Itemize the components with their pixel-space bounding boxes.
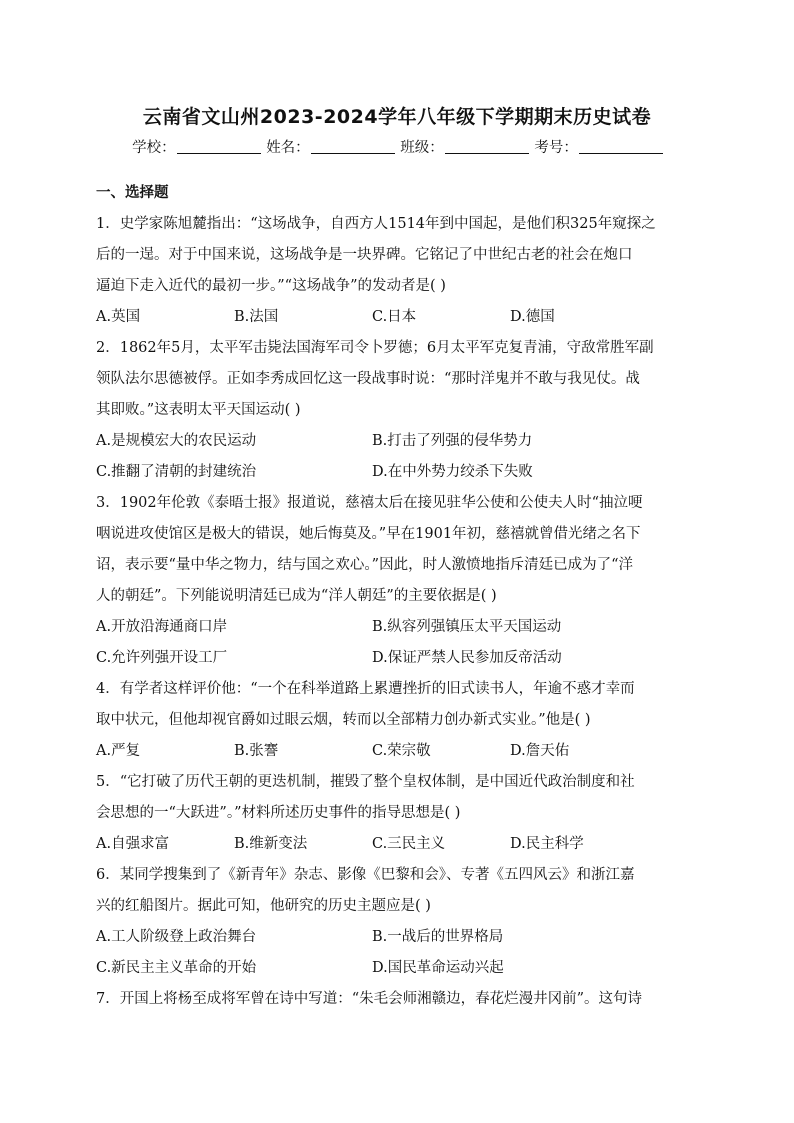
option-c: C.允许列强开设工厂 xyxy=(96,650,228,666)
exam-content xyxy=(96,178,700,1015)
question-6-options-row-1 xyxy=(96,922,700,953)
question-2 xyxy=(96,333,700,426)
question-line: 6．某同学搜集到了《新青年》杂志、影像《巴黎和会》、专著《五四风云》和浙江嘉 xyxy=(96,867,635,883)
question-line: 领队法尔思德被俘。正如李秀成回忆这一段战事时说：“那时洋鬼并不敢与我见仗。战 xyxy=(96,371,640,387)
name-label: 姓名： xyxy=(266,140,310,156)
school-label: 学校： xyxy=(132,140,176,156)
question-3-options-row-2 xyxy=(96,643,700,674)
school-blank xyxy=(177,139,261,154)
question-3-options-row-1 xyxy=(96,612,700,643)
question-1-options xyxy=(96,302,700,333)
option-c: C.荣宗敬 xyxy=(372,743,431,759)
option-d: D.保证严禁人民参加反帝活动 xyxy=(372,650,562,666)
option-b: B.纵容列强镇压太平天国运动 xyxy=(372,619,562,635)
question-line: 1．史学家陈旭麓指出：“这场战争，自西方人1514年到中国起，是他们积325年窥探之 xyxy=(96,216,656,232)
option-d: D.民主科学 xyxy=(510,836,584,852)
question-line: 7．开国上将杨至成将军曾在诗中写道：“朱毛会师湘赣边，春花烂漫井冈前”。这句诗 xyxy=(96,991,643,1007)
option-c: C.推翻了清朝的封建统治 xyxy=(96,464,257,480)
option-a: A.开放沿海通商口岸 xyxy=(96,619,228,635)
exam-title: 云南省文山州2023-2024学年八年级下学期期末历史试卷 xyxy=(142,106,652,128)
option-b: B.张謇 xyxy=(234,743,279,759)
question-2-options-row-1 xyxy=(96,426,700,457)
question-line: 5．“它打破了历代王朝的更迭机制，摧毁了整个皇权体制，是中国近代政治制度和社 xyxy=(96,774,635,790)
question-line: 咽说进攻使馆区是极大的错误，她后悔莫及。”早在1901年初，慈禧就曾借光绪之名下 xyxy=(96,526,641,542)
question-2-options-row-2 xyxy=(96,457,700,488)
student-info-line xyxy=(0,136,794,157)
question-4 xyxy=(96,674,700,736)
question-line: 取中状元，但他却视官爵如过眼云烟，转而以全部精力创办新式实业。”他是( ) xyxy=(96,712,591,728)
option-d: D.在中外势力绞杀下失败 xyxy=(372,464,533,480)
question-line: 3．1902年伦敦《泰晤士报》报道说，慈禧太后在接见驻华公使和公使夫人时“抽泣哽 xyxy=(96,495,643,511)
question-line: 逼迫下走入近代的最初一步。”“这场战争”的发动者是( ) xyxy=(96,278,446,294)
option-a: A.是规模宏大的农民运动 xyxy=(96,433,257,449)
question-6-options-row-2 xyxy=(96,953,700,984)
question-4-options xyxy=(96,736,700,767)
option-d: D.詹天佑 xyxy=(510,743,570,759)
option-b: B.一战后的世界格局 xyxy=(372,929,504,945)
option-c: C.三民主义 xyxy=(372,836,446,852)
option-d: D.德国 xyxy=(510,309,555,325)
question-line: 人的朝廷”。下列能说明清廷已成为“洋人朝廷”的主要依据是( ) xyxy=(96,588,497,604)
option-b: B.法国 xyxy=(234,309,279,325)
question-1 xyxy=(96,209,700,302)
question-line: 诏，表示要“量中华之物力，结与国之欢心。”因此，时人激愤地指斥清廷已成为了“洋 xyxy=(96,557,633,573)
question-line: 后的一逞。对于中国来说，这场战争是一块界碑。它铭记了中世纪古老的社会在炮口 xyxy=(96,247,633,263)
question-line: 其即败。”这表明太平天国运动( ) xyxy=(96,402,301,418)
question-6 xyxy=(96,860,700,922)
option-a: A.自强求富 xyxy=(96,836,170,852)
question-line: 4．有学者这样评价他：“一个在科举道路上累遭挫折的旧式读书人，年逾不惑才幸而 xyxy=(96,681,635,697)
exam-number-label: 考号： xyxy=(534,140,578,156)
option-d: D.国民革命运动兴起 xyxy=(372,960,504,976)
option-c: C.新民主主义革命的开始 xyxy=(96,960,257,976)
option-b: B.打击了列强的侵华势力 xyxy=(372,433,533,449)
option-a: A.英国 xyxy=(96,309,141,325)
question-line: 会思想的一“大跃进”。”材料所述历史事件的指导思想是( ) xyxy=(96,805,461,821)
question-line: 兴的红船图片。据此可知，他研究的历史主题应是( ) xyxy=(96,898,431,914)
section-heading: 一、选择题 xyxy=(96,185,169,201)
option-a: A.工人阶级登上政治舞台 xyxy=(96,929,257,945)
question-line: 2．1862年5月，太平军击毙法国海军司令卜罗德；6月太平军克复青浦，守敌常胜军副 xyxy=(96,340,654,356)
question-5 xyxy=(96,767,700,829)
class-label: 班级： xyxy=(400,140,444,156)
question-7 xyxy=(96,984,700,1015)
name-blank xyxy=(311,139,395,154)
option-a: A.严复 xyxy=(96,743,141,759)
question-5-options xyxy=(96,829,700,860)
class-blank xyxy=(445,139,529,154)
option-b: B.维新变法 xyxy=(234,836,308,852)
option-c: C.日本 xyxy=(372,309,417,325)
question-3 xyxy=(96,488,700,612)
exam-number-blank xyxy=(579,139,663,154)
